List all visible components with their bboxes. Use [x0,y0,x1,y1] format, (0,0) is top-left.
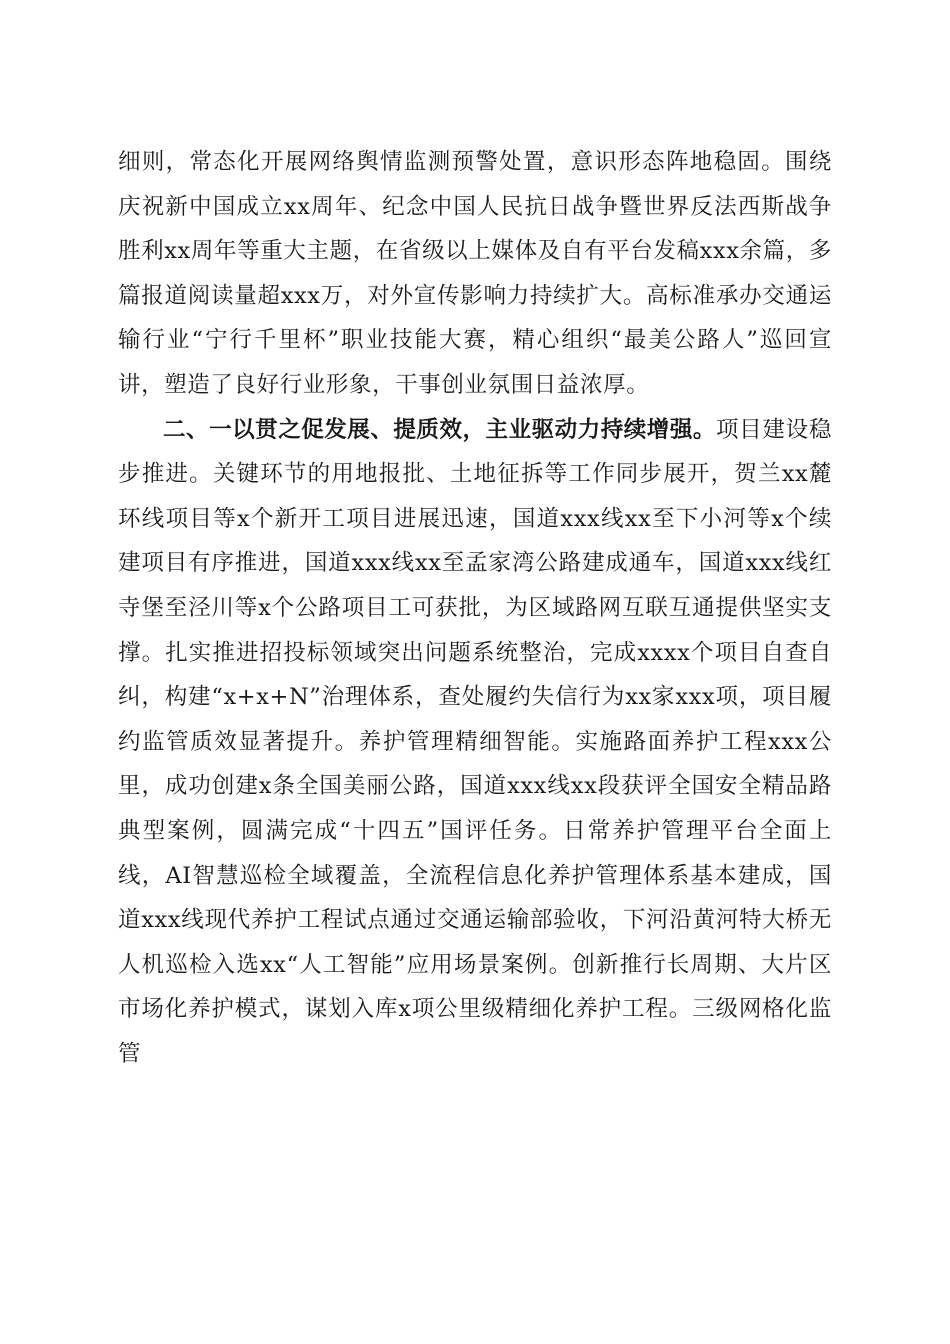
paragraph-2-text: 项目建设稳步推进。关键环节的用地报批、土地征拆等工作同步展开，贺兰xx麓环线项目等x个新开工项目进展迅速，国道xxx线xx至下小河等x个续建项目有序推进，国道xxx线xx至孟家湾公路建成通车，国道xxx线红寺堡至泾川等x个公路项目工可获批，为区域路网互联互通提供坚实支撑。扎实推进招投标领域突出问题系统整治，完成xxxx个项目自查自纠，构建“x+x+N”治理体系，查处履约失信行为xx家xxx项，项目履约监管质效显著提升。养护管理精细智能。实施路面养护工程xxx公里，成功创建x条全国美丽公路，国道xxx线xx段获评全国安全精品路典型案例，圆满完成“十四五”国评任务。日常养护管理平台全面上线，AI智慧巡检全域覆盖，全流程信息化养护管理体系基本建成，国道xxx线现代养护工程试点通过交通运输部验收，下河沿黄河特大桥无人机巡检入选xx“人工智能”应用场景案例。创新推行长周期、大片区市场化养护模式，谋划入库x项公里级精细化养护工程。三级网格化监管 [118,416,832,1067]
paragraph-2 [118,408,832,1077]
paragraph-1-text: 细则，常态化开展网络舆情监测预警处置，意识形态阵地稳固。围绕庆祝新中国成立xx周年、纪念中国人民抗日战争暨世界反法西斯战争胜利xx周年等重大主题，在省级以上媒体及自有平台发稿xxx余篇，多篇报道阅读量超xxx万，对外宣传影响力持续扩大。高标准承办交通运输行业“宁行千里杯”职业技能大赛，精心组织“最美公路人”巡回宣讲，塑造了良好行业形象，干事创业氛围日益浓厚。 [118,149,832,398]
paragraph-1 [118,140,832,408]
document-body [118,140,832,1076]
section-heading-2: 二、一以贯之促发展、提质效，主业驱动力持续增强。 [163,416,716,443]
